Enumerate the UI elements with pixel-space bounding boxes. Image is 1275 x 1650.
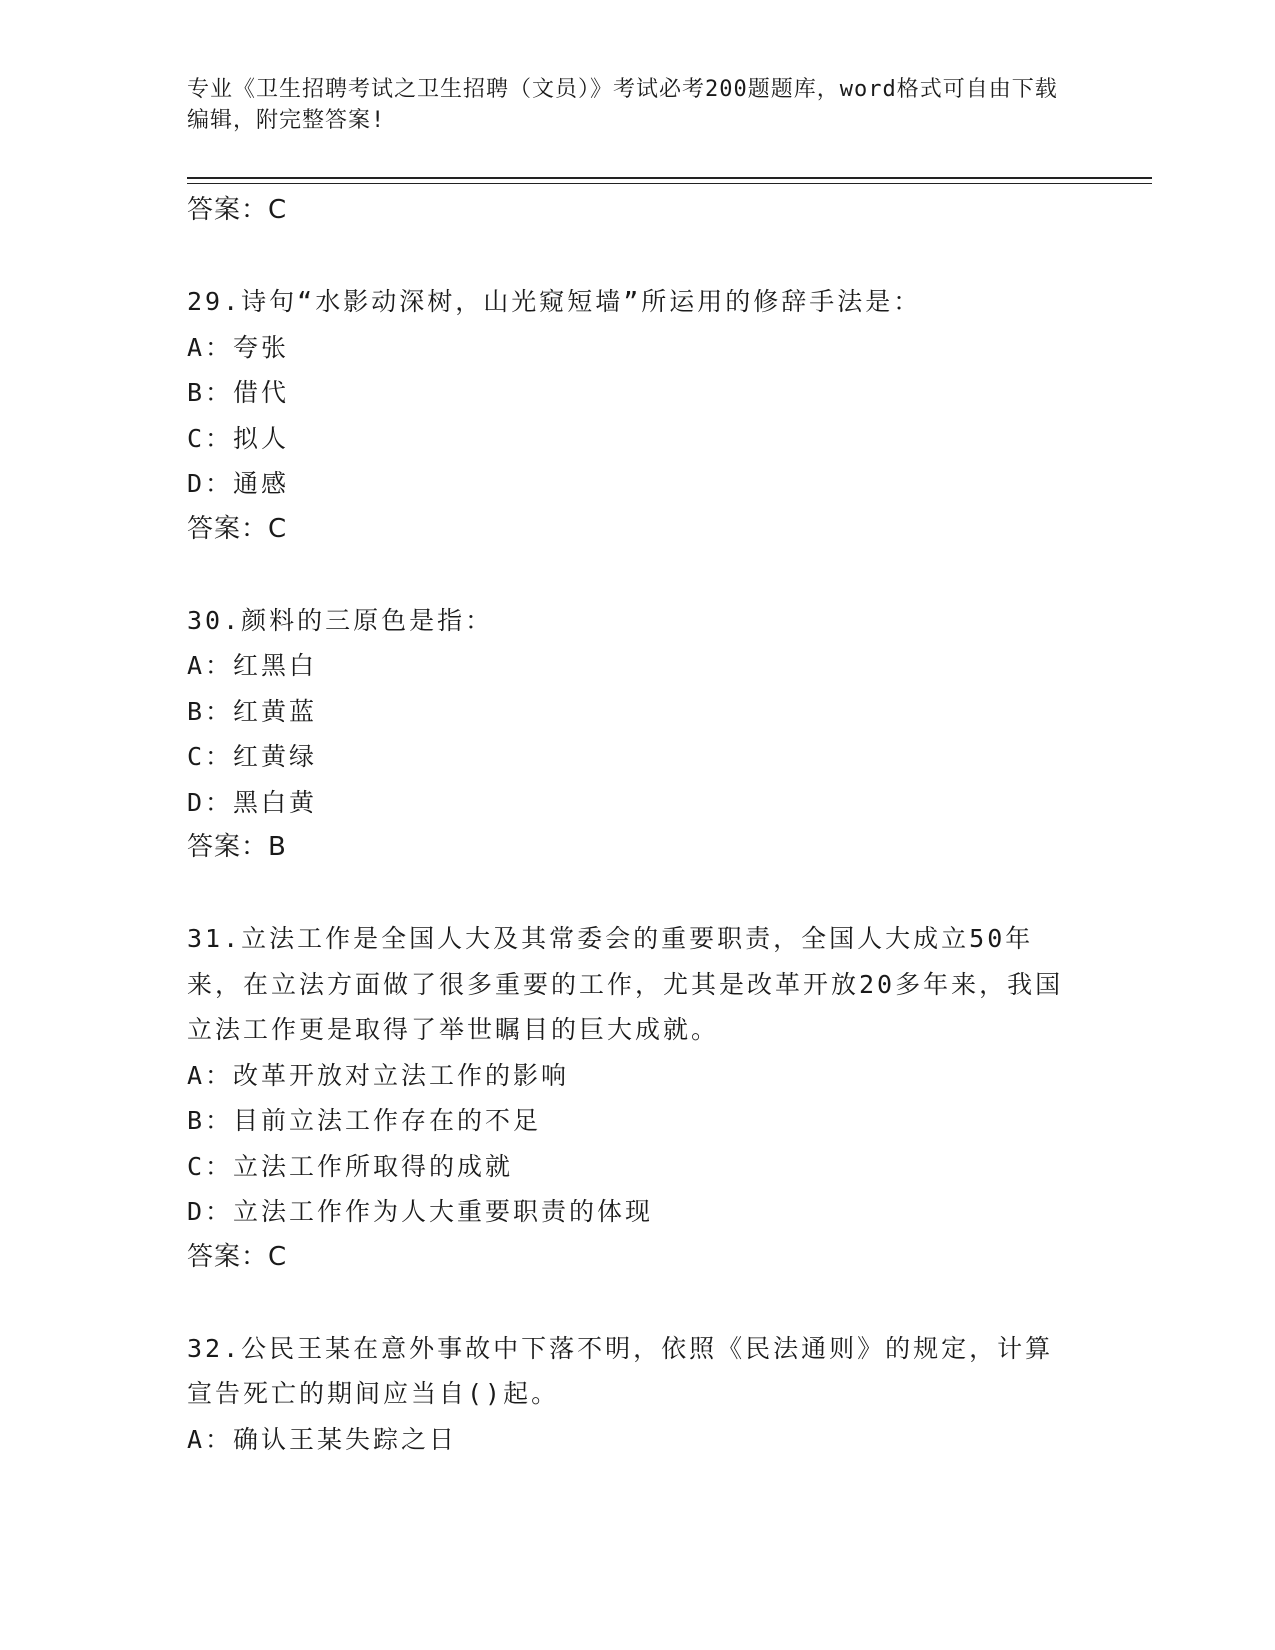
question-stem: 32.公民王某在意外事故中下落不明，依照《民法通则》的规定，计算宣告死亡的期间应当自()起。 <box>187 1333 1054 1408</box>
question-30 <box>187 598 1087 871</box>
question-answer: 答案：B <box>187 832 287 862</box>
header-divider-thin <box>187 183 1152 184</box>
option-d: D：通感 <box>187 469 290 498</box>
option-a: A：确认王某失踪之日 <box>187 1424 458 1454</box>
question-stem: 29.诗句“水影动深树，山光窥短墙”所运用的修辞手法是： <box>187 287 922 316</box>
question-32 <box>187 1326 1087 1463</box>
spacer <box>187 871 1087 917</box>
question-answer: 答案：C <box>187 513 288 544</box>
option-a: A：改革开放对立法工作的影响 <box>187 1060 570 1090</box>
question-list <box>187 188 1087 1462</box>
spacer <box>187 1280 1087 1326</box>
option-a: A：夸张 <box>187 332 290 362</box>
option-b: B：目前立法工作存在的不足 <box>187 1106 542 1135</box>
option-c: C：立法工作所取得的成就 <box>187 1151 514 1181</box>
option-c: C：红黄绿 <box>187 742 318 771</box>
question-answer: 答案：C <box>187 1241 288 1272</box>
spacer <box>187 552 1087 598</box>
option-b: B：借代 <box>187 378 290 407</box>
question-stem: 30.颜料的三原色是指： <box>187 605 494 635</box>
option-d: D：黑白黄 <box>187 787 318 817</box>
option-a: A：红黑白 <box>187 651 318 680</box>
header-divider-thick <box>187 177 1152 179</box>
option-d: D：立法工作作为人大重要职责的体现 <box>187 1197 654 1226</box>
question-29 <box>187 279 1087 552</box>
spacer <box>187 234 1087 280</box>
question-31 <box>187 916 1087 1280</box>
option-c: C：拟人 <box>187 423 290 453</box>
question-stem: 31.立法工作是全国人大及其常委会的重要职责，全国人大成立50年来，在立法方面做了很多重要的工作，尤其是改革开放20多年来，我国立法工作更是取得了举世瞩目的巨大成就。 <box>187 924 1064 1044</box>
option-b: B：红黄蓝 <box>187 696 318 726</box>
document-header: 专业《卫生招聘考试之卫生招聘（文员）》考试必考200题题库，word格式可自由下载编辑，附完整答案! <box>187 77 1058 133</box>
previous-answer: 答案：C <box>187 195 288 225</box>
